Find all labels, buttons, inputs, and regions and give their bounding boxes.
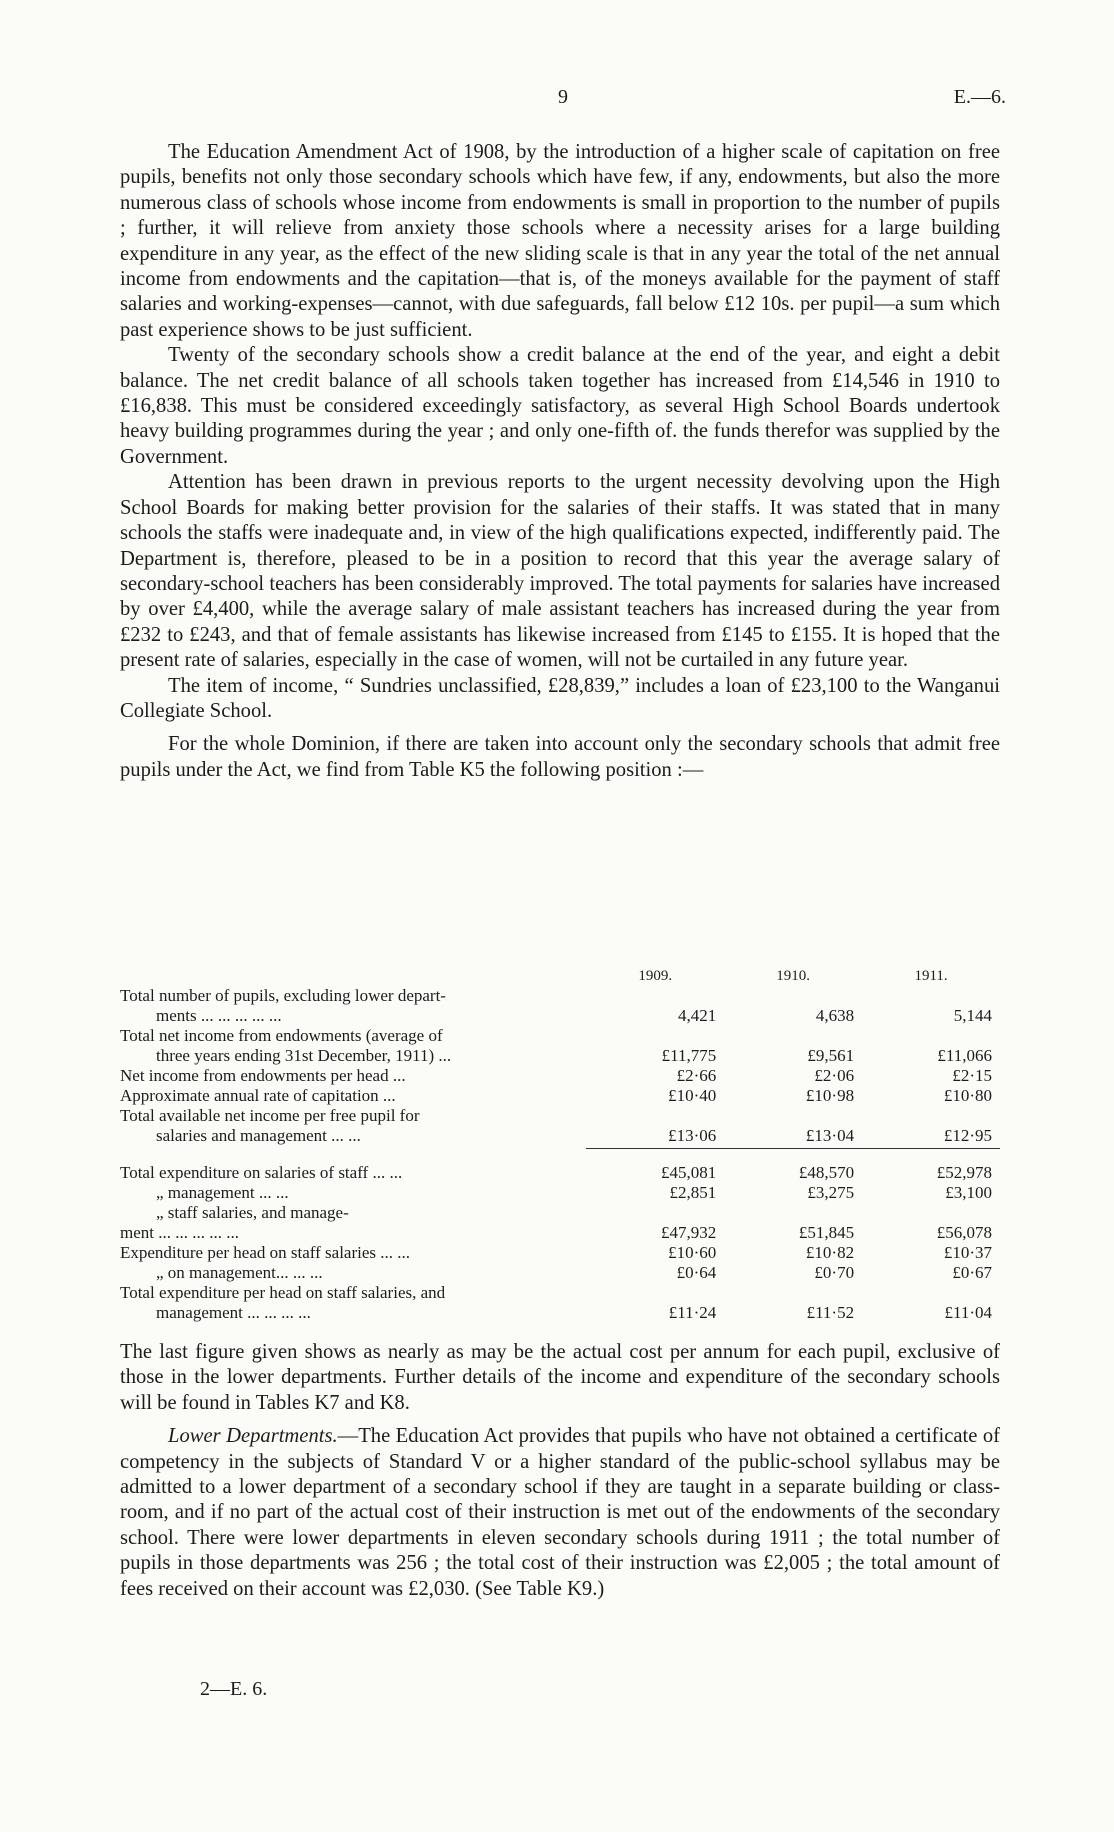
row-label-text: „ management ... ... — [156, 1183, 289, 1202]
table-cell: £3,275 — [807, 1183, 855, 1202]
table-cell: £11,775 — [661, 1046, 717, 1065]
row-label-text: ments ... ... ... ... ... — [156, 1006, 282, 1025]
table-cell — [724, 1283, 862, 1303]
table-cell: £11,066 — [937, 1046, 992, 1065]
table-cell: £45,081 — [660, 1163, 717, 1182]
paragraph: The item of income, “ Sundries unclassified, £28,839,” includes a loan of £23,100 to the Wanganui Collegiate School. — [120, 674, 1000, 722]
row-label-text: Total net income from endowments (average of — [120, 1026, 443, 1045]
table-row — [120, 1303, 1000, 1323]
paragraph: Twenty of the secondary schools show a credit balance at the end of the year, and eight a debit balance. The net credit balance of all schools taken together has increased from £14,546 in 1910 to £16,838. This must be considered exceedingly satisfactory, as several High School Boards undertook heavy building programmes during the year ; and only one-fifth of. the funds therefor was supplied by the Government. — [120, 344, 1000, 468]
table-cell: £0·70 — [814, 1263, 855, 1282]
table-cell: 4,421 — [677, 1006, 717, 1025]
table-cell: £48,570 — [798, 1163, 855, 1182]
paragraph: The last figure given shows as nearly as may be the actual cost per annum for each pupil, exclusive of those in the lower departments. Further details of the income and expenditure of the secondary schools will be found in Tables K7 and K8. — [120, 1341, 1000, 1414]
table-cell: £11·52 — [806, 1303, 855, 1322]
closing-text — [120, 1340, 1000, 1602]
row-label-text: Total number of pupils, excluding lower depart- — [120, 986, 446, 1005]
table-row — [120, 1126, 1000, 1146]
table-cell: £10·37 — [943, 1243, 992, 1262]
table-row — [120, 1046, 1000, 1066]
row-label-text: Total available net income per free pupil for — [120, 1106, 420, 1125]
row-label — [120, 1183, 586, 1203]
paragraph-text: —The Education Act provides that pupils who have not obtained a certificate of competency in the subjects of Standard V or a higher standard of the public-school syllabus may be admitted to a lower department of a secondary school if they are taught in a separate building or class-room, and if no part of the actual cost of their instruction is met out of the endowments of the secondary school. There were lower departments in eleven secondary schools during 1911 ; the total number of pupils in those departments was 256 ; the total cost of their instruction was £2,005 ; the total amount of fees received on their account was £2,030. (See Table K9.) — [120, 1425, 1000, 1600]
table-cell: £10·40 — [668, 1086, 717, 1105]
table-cell: £47,932 — [660, 1223, 717, 1242]
table-row — [120, 1106, 1000, 1126]
row-label — [120, 1243, 586, 1263]
row-label — [120, 1106, 586, 1126]
row-label-text: Expenditure per head on staff salaries ... ... — [120, 1243, 411, 1262]
table-cell: £0·64 — [676, 1263, 717, 1282]
row-label-text: „ on management... ... ... — [156, 1263, 323, 1282]
table-cell — [724, 1203, 862, 1223]
row-label — [120, 1203, 586, 1223]
table-row — [120, 1086, 1000, 1106]
table-row — [120, 1183, 1000, 1203]
body-text — [120, 140, 1000, 783]
table-row — [120, 986, 1000, 1006]
table-cell: £3,100 — [945, 1183, 992, 1202]
table-cell: £10·82 — [805, 1243, 855, 1262]
table-row — [120, 1026, 1000, 1046]
row-label-text: Approximate annual rate of capitation ... — [120, 1086, 396, 1105]
table-cell: £9,561 — [807, 1046, 855, 1065]
table-cell — [724, 1106, 862, 1126]
row-label — [120, 1263, 586, 1283]
table-cell: £2·66 — [676, 1066, 717, 1085]
table-cell: £2·15 — [952, 1066, 992, 1085]
table-row — [120, 1006, 1000, 1026]
table-gap — [120, 1149, 1000, 1164]
page-header — [0, 86, 1114, 116]
signature-mark: 2—E. 6. — [200, 1678, 268, 1700]
row-label-text: Total expenditure on salaries of staff ... ... — [120, 1163, 403, 1182]
document-reference: E.—6. — [953, 86, 1006, 108]
table-cell: 5,144 — [953, 1006, 992, 1025]
table-cell: £2,851 — [669, 1183, 717, 1202]
table-cell — [862, 1026, 1000, 1046]
row-label — [120, 1086, 586, 1106]
table-cell: £10·60 — [668, 1243, 717, 1262]
table-cell — [586, 1283, 724, 1303]
row-label — [120, 1066, 586, 1086]
page-number: 9 — [558, 86, 568, 108]
year-header: 1909. — [638, 968, 673, 984]
table-cell: £12·95 — [943, 1126, 992, 1145]
row-label-text: ment ... ... ... ... ... — [120, 1223, 239, 1242]
row-label-text: salaries and management ... ... — [156, 1126, 361, 1145]
row-label-text: „ staff salaries, and manage- — [156, 1203, 349, 1222]
table-cell — [586, 1106, 724, 1126]
table-cell — [862, 1283, 1000, 1303]
statistics-table — [120, 960, 1000, 1323]
section-heading: Lower Departments. — [168, 1425, 338, 1448]
table-cell: £11·04 — [944, 1303, 992, 1322]
row-label — [120, 1026, 586, 1046]
row-label — [120, 1126, 586, 1146]
row-label — [120, 1303, 586, 1323]
table-label-header — [120, 960, 586, 986]
table-cell: £56,078 — [936, 1223, 992, 1242]
table-cell: £10·98 — [805, 1086, 855, 1105]
table-cell: £10·80 — [943, 1086, 992, 1105]
row-label — [120, 1163, 586, 1183]
table-cell: £52,978 — [936, 1163, 992, 1182]
lower-departments-paragraph — [120, 1424, 1000, 1602]
paragraph: Attention has been drawn in previous reports to the urgent necessity devolving upon the High School Boards for making better provision for the salaries of their staffs. It was stated that in many schools the staffs were inadequate and, in view of the high qualifications expected, indifferently paid. The Department is, therefore, pleased to be in a position to record that this year the average salary of secondary-school teachers has been considerably improved. The total payments for salaries have increased by over £4,400, while the average salary of male assistant teachers has increased during the year from £232 to £243, and that of female assistants has likewise increased from £145 to £155. It is hoped that the present rate of salaries, especially in the case of women, will not be curtailed in any future year. — [120, 471, 1000, 672]
row-label — [120, 1046, 586, 1066]
table-row — [120, 1243, 1000, 1263]
row-label — [120, 1006, 586, 1026]
table-cell: £11·24 — [668, 1303, 717, 1322]
paragraph: The Education Amendment Act of 1908, by the introduction of a higher scale of capitation on free pupils, benefits not only those secondary schools which have few, if any, endowments, but also the more numerous class of schools whose income from endowments is small in proportion to the number of pupils ; further, it will relieve from anxiety those schools where a necessity arises for a large building expenditure in any year, as the effect of the new sliding scale is that in any year the total of the net annual income from endowments and the capitation—that is, of the moneys available for the payment of staff salaries and working-expenses—cannot, with due safeguards, fall below £12 10s. per pupil—a sum which past experience shows to be just sufficient. — [120, 141, 1000, 341]
table-row — [120, 1066, 1000, 1086]
table-cell: £13·04 — [805, 1126, 855, 1145]
row-label — [120, 1223, 586, 1243]
table-row — [120, 1163, 1000, 1183]
table-cell — [586, 1203, 724, 1223]
row-label-text: Total expenditure per head on staff salaries, and — [120, 1283, 446, 1302]
year-header: 1911. — [914, 968, 948, 984]
row-label — [120, 986, 586, 1006]
table-cell — [862, 1106, 1000, 1126]
year-header: 1910. — [776, 968, 811, 984]
row-label-text: management ... ... ... ... — [156, 1303, 311, 1322]
row-label-text: three years ending 31st December, 1911) ... — [156, 1046, 452, 1065]
table-cell: £13·06 — [668, 1126, 717, 1145]
table-cell — [586, 1026, 724, 1046]
table-row — [120, 1283, 1000, 1303]
table-row — [120, 1203, 1000, 1223]
table-cell — [862, 986, 1000, 1006]
row-label-text: Net income from endowments per head ... — [120, 1066, 406, 1085]
table-cell: £51,845 — [798, 1223, 855, 1242]
table-header-row — [120, 960, 1000, 986]
table-row — [120, 1223, 1000, 1243]
paragraph: For the whole Dominion, if there are taken into account only the secondary schools that admit free pupils under the Act, we find from Table K5 the following position :— — [120, 733, 1000, 781]
row-label — [120, 1283, 586, 1303]
table-cell: £2·06 — [814, 1066, 855, 1085]
table-cell: 4,638 — [815, 1006, 855, 1025]
table-cell — [724, 986, 862, 1006]
table-cell — [586, 986, 724, 1006]
table-cell — [724, 1026, 862, 1046]
table-cell — [862, 1203, 1000, 1223]
table-cell: £0·67 — [952, 1263, 992, 1282]
table-row — [120, 1263, 1000, 1283]
